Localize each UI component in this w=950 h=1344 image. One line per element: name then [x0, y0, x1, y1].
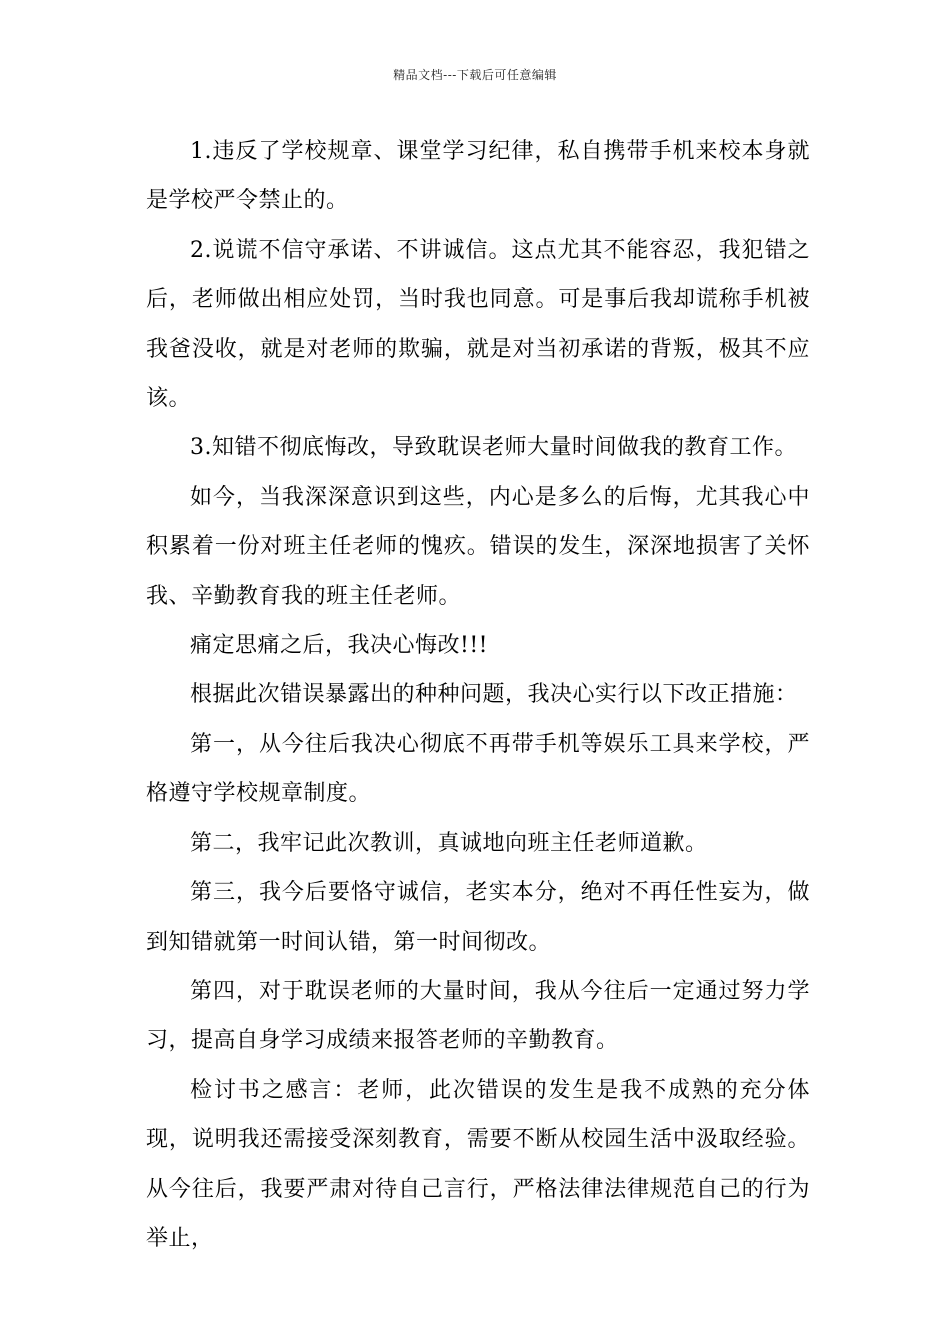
- paragraph-7: 第一，从今往后我决心彻底不再带手机等娱乐工具来学校，严格遵守学校规章制度。: [146, 731, 810, 807]
- paragraph-5: 痛定思痛之后，我决心悔改!!!: [190, 633, 489, 659]
- paragraph-3: 3.知错不彻底悔改，导致耽误老师大量时间做我的教育工作。: [190, 435, 797, 461]
- paragraph-10: 第四，对于耽误老师的大量时间，我从今往后一定通过努力学习，提高自身学习成绩来报答老师的辛勤教育。: [146, 978, 810, 1054]
- paragraph-9: 第三，我今后要恪守诚信，老实本分，绝对不再任性妄为，做到知错就第一时间认错，第一时间彻改。: [146, 880, 810, 955]
- paragraph-8: 第二，我牢记此次教训，真诚地向班主任老师道歉。: [190, 830, 708, 856]
- paragraph-11: 检讨书之感言：老师，此次错误的发生是我不成熟的充分体现，说明我还需接受深刻教育，需要不断从校园生活中汲取经验。从今往后，我要严肃对待自己言行，严格法律法律规范自己的行为举止，: [146, 1077, 810, 1251]
- paragraph-6: 根据此次错误暴露出的种种问题，我决心实行以下改正措施：: [190, 682, 798, 708]
- paragraph-2: 2.说谎不信守承诺、不讲诚信。这点尤其不能容忍，我犯错之后，老师做出相应处罚，当时我也同意。可是事后我却谎称手机被我爸没收，就是对老师的欺骗，就是对当初承诺的背叛，极其不应该。: [146, 237, 810, 412]
- document-body: [146, 127, 810, 1263]
- page-header: 精品文档---下载后可任意编辑: [393, 68, 557, 82]
- paragraph-4: 如今，当我深深意识到这些，内心是多么的后悔，尤其我心中积累着一份对班主任老师的愧疚。错误的发生，深深地损害了关怀我、辛勤教育我的班主任老师。: [146, 484, 810, 609]
- paragraph-1: 1.违反了学校规章、课堂学习纪律，私自携带手机来校本身就是学校严令禁止的。: [146, 139, 810, 214]
